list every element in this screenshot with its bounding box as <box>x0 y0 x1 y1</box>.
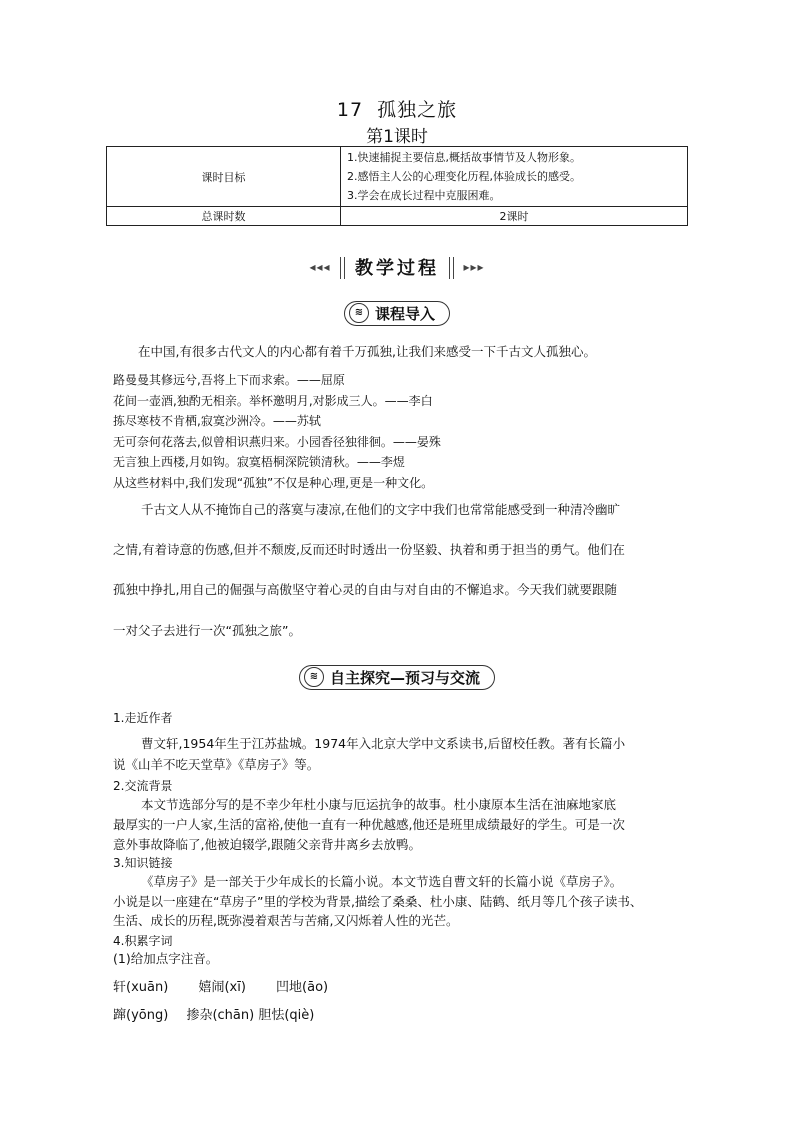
goal-item: 2.感悟主人公的心理变化历程,体验成长的感受。 <box>347 170 581 183</box>
poem-line: 无言独上西楼,月如钩。寂寞梧桐深院锁清秋。——李煜 <box>113 455 405 469</box>
poem-line: 花间一壶酒,独酌无相亲。举杯邀明月,对影成三人。——李白 <box>113 393 433 408</box>
poem-line: 拣尽寒枝不肯栖,寂寞沙洲冷。——苏轼 <box>113 414 321 428</box>
knowledge-line: 小说是以一座建在“草房子”里的学校为背景,描绘了桑桑、杜小康、陆鹤、纸月等几个孩子读书、 <box>113 894 643 909</box>
divider <box>449 257 454 279</box>
closing-line: 之情,有着诗意的伤感,但并不颓废,反而还时时透出一份坚毅、执着和勇于担当的勇气。他们在 <box>113 542 625 557</box>
banner-text: 教学过程 <box>355 258 439 279</box>
total-label-cell: 总课时数 <box>107 207 341 226</box>
period-subtitle: 第1课时 <box>366 127 428 147</box>
pinyin-row <box>113 1006 688 1026</box>
closing-line: 千古文人从不掩饰自己的落寞与凄凉,在他们的文字中我们也常常能感受到一种清冷幽旷 <box>141 502 620 517</box>
pinyin-item: 嬉闹(xī) <box>198 980 246 995</box>
intro-heading-text: 课程导入 <box>374 304 435 323</box>
poem-line: 从这些材料中,我们发现“孤独”不仅是种心理,更是一种文化。 <box>113 475 434 490</box>
knowledge-heading: 3.知识链接 <box>113 856 173 870</box>
table-row <box>107 147 688 207</box>
background-line: 最厚实的一户人家,生活的富裕,使他一直有一种优越感,他还是班里成绩最好的学生。可是一次 <box>113 817 625 832</box>
goal-item: 3.学会在成长过程中克服困难。 <box>347 189 501 202</box>
explore-heading <box>299 665 495 690</box>
pinyin-item: 轩(xuān) <box>113 980 169 995</box>
background-line: 本文节选部分写的是不幸少年杜小康与厄运抗争的故事。杜小康原本生活在油麻地家底 <box>141 797 617 812</box>
pinyin-item: 凹地(āo) <box>276 980 329 995</box>
author-line: 曹文轩,1954年生于江苏盐城。1974年入北京大学中文系读书,后留校任教。著有长篇小 <box>141 736 626 751</box>
author-heading: 1.走近作者 <box>113 711 173 725</box>
poem-list <box>113 370 688 493</box>
process-banner <box>0 254 794 280</box>
intro-heading <box>344 301 450 326</box>
pinyin-item: 掺杂(chān) <box>186 1008 255 1023</box>
pinyin-item: 蹿(yōng) <box>113 1008 169 1023</box>
objectives-table <box>106 146 688 226</box>
vocab-heading: 4.积累字词 <box>113 934 173 948</box>
explore-heading-wrap <box>0 664 794 690</box>
closing-line: 一对父子去进行一次“孤独之旅”。 <box>113 623 301 638</box>
goals-cell <box>341 147 688 207</box>
total-value-cell: 2课时 <box>341 207 688 226</box>
background-line: 意外事故降临了,他被迫辍学,跟随父亲背井离乡去放鸭。 <box>113 837 421 852</box>
poem-line: 无可奈何花落去,似曾相识燕归来。小园香径独徘徊。——晏殊 <box>113 434 441 449</box>
goal-label-cell: 课时目标 <box>107 147 341 207</box>
right-arrows-icon: ▸▸▸ <box>463 260 485 274</box>
background-heading: 2.交流背景 <box>113 779 173 793</box>
goal-item: 1.快速捕捉主要信息,概括故事情节及人物形象。 <box>347 151 581 164</box>
intro-opening: 在中国,有很多古代文人的内心都有着千万孤独,让我们来感受一下千古文人孤独心。 <box>138 344 596 359</box>
pinyin-row <box>113 978 688 998</box>
explore-heading-text: 自主探究—预习与交流 <box>329 668 480 687</box>
lesson-number: 17 <box>336 99 364 121</box>
pinyin-item: 胆怯(qiè) <box>258 1008 315 1023</box>
knowledge-line: 《草房子》是一部关于少年成长的长篇小说。本文节选自曹文轩的长篇小说《草房子》。 <box>141 874 623 889</box>
left-arrows-icon: ◂◂◂ <box>309 260 331 274</box>
book-icon: ≋ <box>304 667 324 687</box>
knowledge-line: 生活、成长的历程,既弥漫着艰苦与苦痛,又闪烁着人性的光芒。 <box>113 913 459 928</box>
table-row <box>107 207 688 226</box>
closing-line: 孤独中挣扎,用自己的倔强与高傲坚守着心灵的自由与对自由的不懈追求。今天我们就要跟随 <box>113 582 617 597</box>
divider <box>340 257 345 279</box>
lesson-title <box>0 95 794 122</box>
vocab-subheading: (1)给加点字注音。 <box>113 951 219 966</box>
intro-heading-wrap <box>0 300 794 326</box>
author-line: 说《山羊不吃天堂草》《草房子》等。 <box>113 757 320 772</box>
book-icon: ≋ <box>349 303 369 323</box>
lesson-title-text: 孤独之旅 <box>377 99 458 121</box>
poem-line: 路曼曼其修远兮,吾将上下而求索。——屈原 <box>113 373 345 387</box>
